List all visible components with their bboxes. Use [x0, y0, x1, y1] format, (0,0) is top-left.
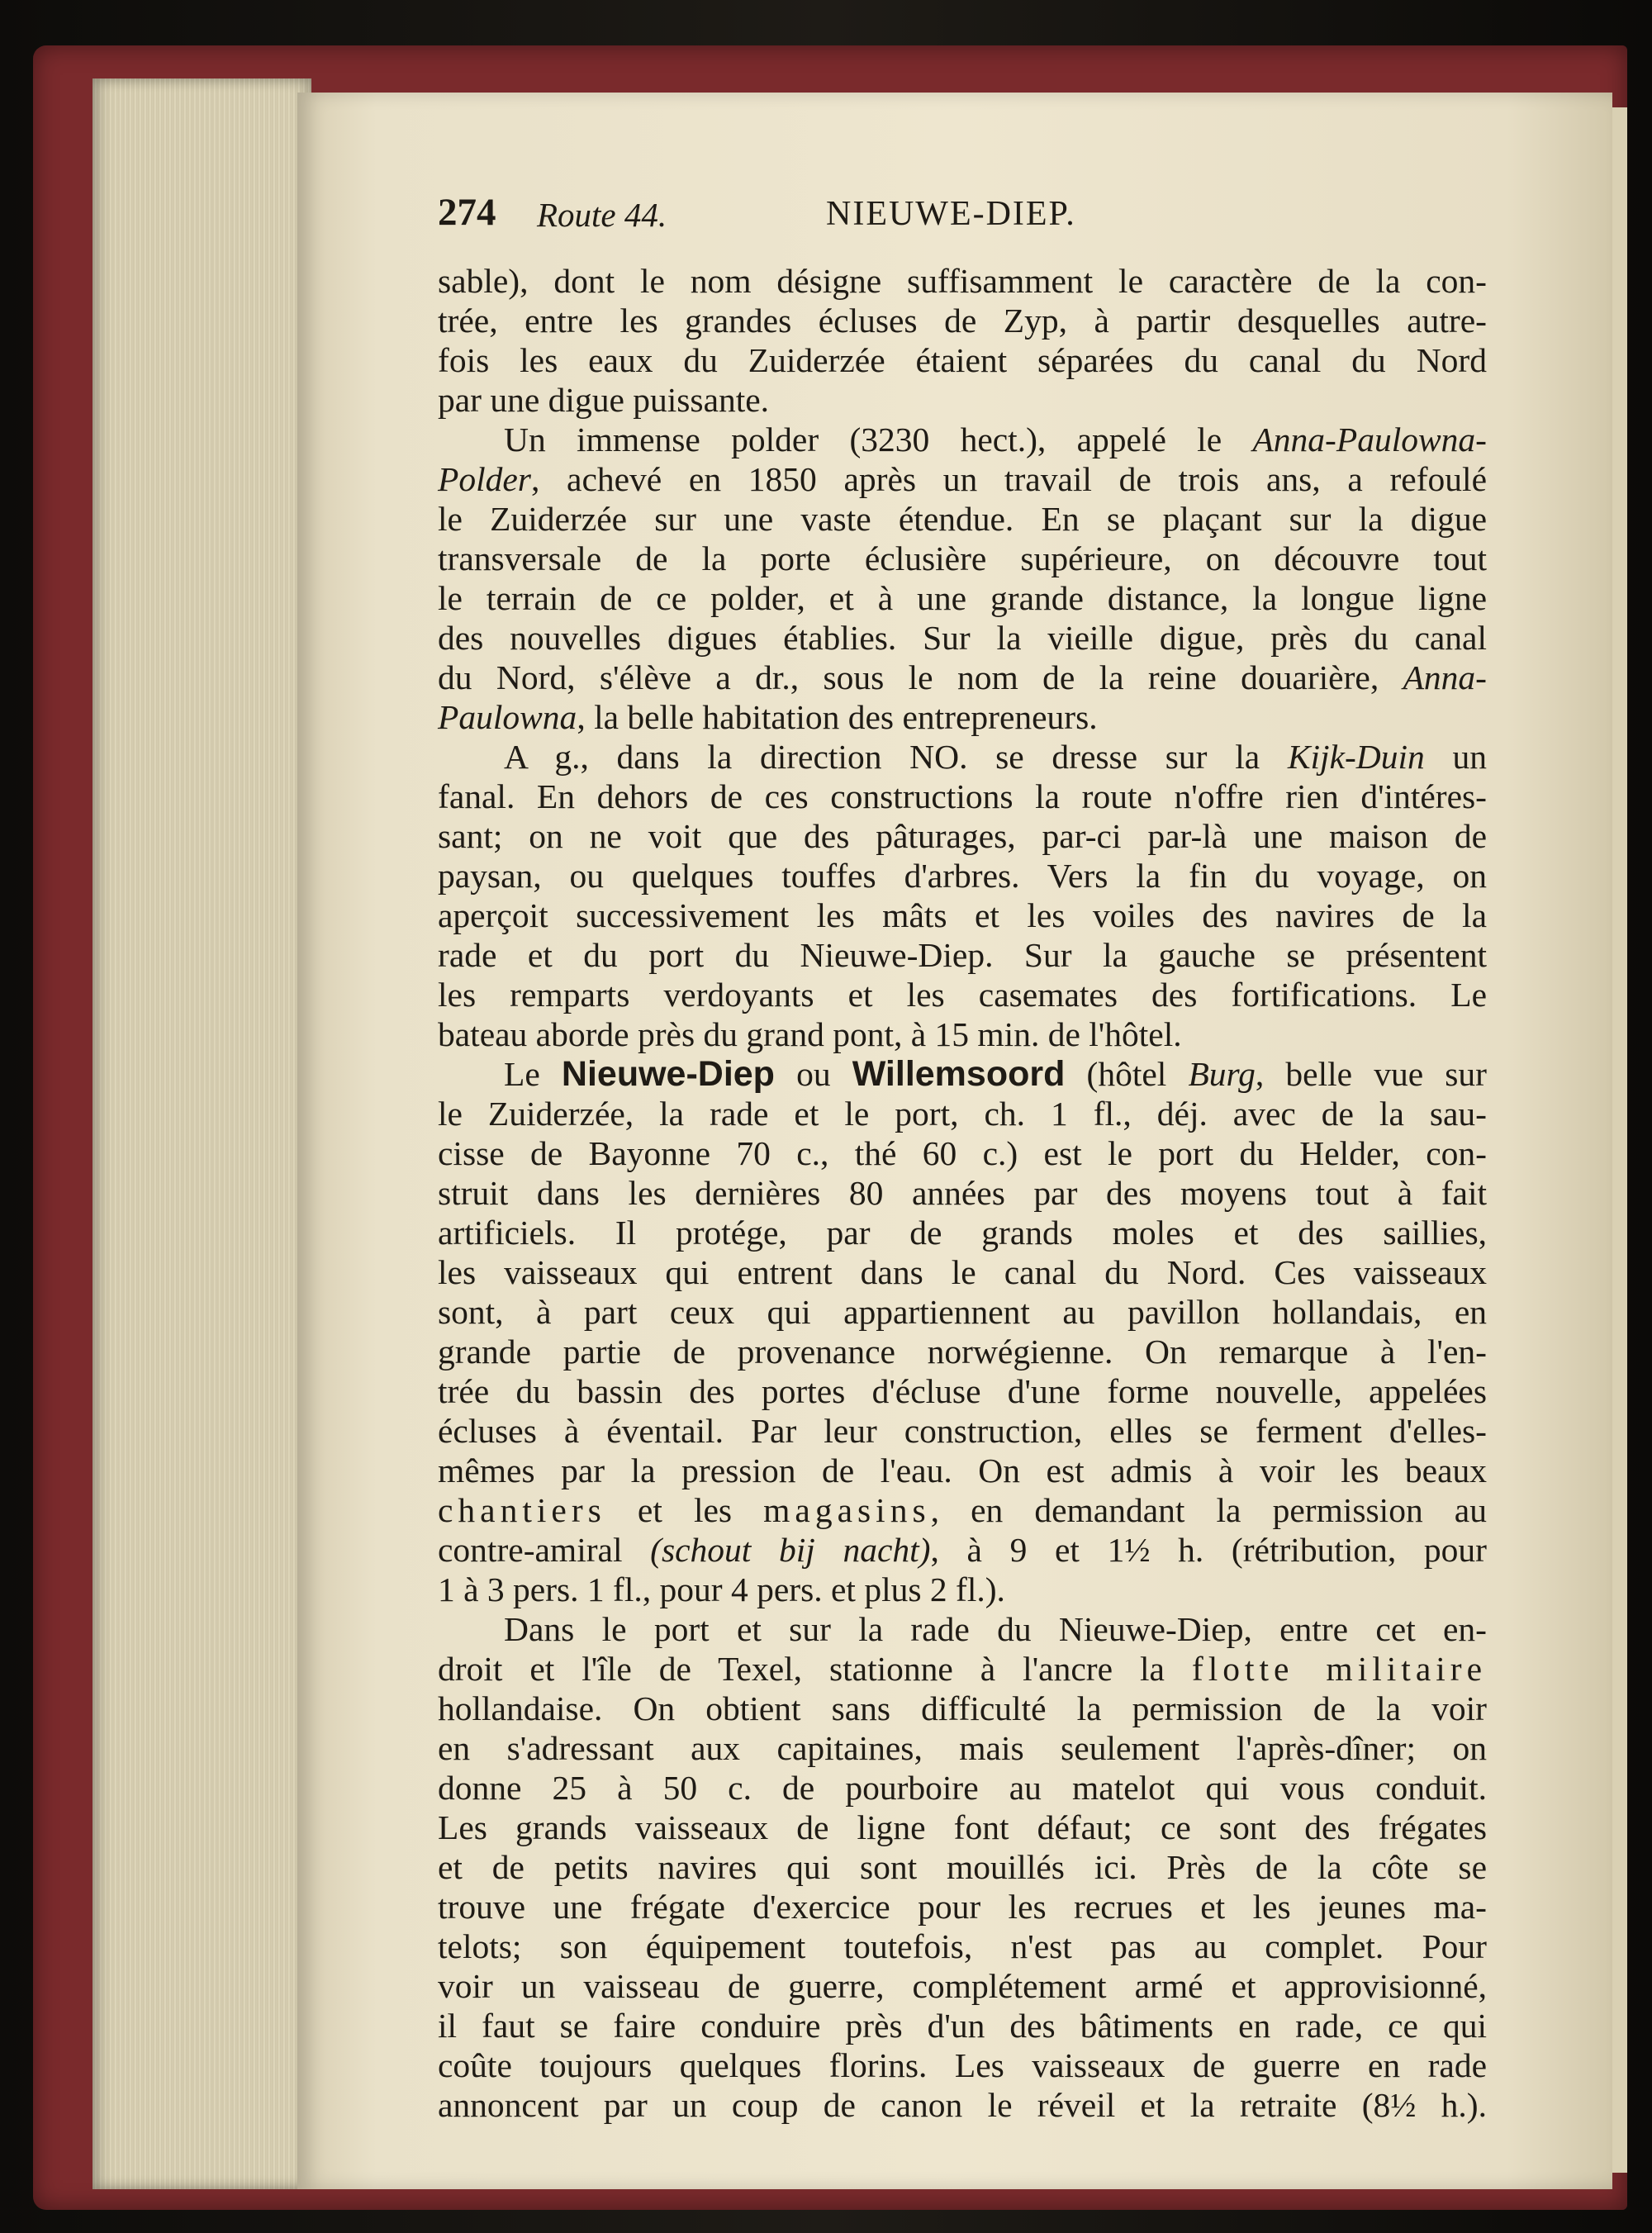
text-line: sant; on ne voit que des pâturages, par-ci par-là une maison de [438, 817, 1487, 855]
text-line: grande partie de provenance norwégienne. On remarque à l'en- [438, 1333, 1487, 1371]
text-run: droit et l'île de Texel, stationne à l'ancre la [438, 1650, 1192, 1688]
italic-term: Anna- [1403, 658, 1487, 696]
text-line: coûte toujours quelques florins. Les vaisseaux de guerre en rade [438, 2046, 1487, 2084]
text-line [438, 1530, 1487, 1570]
text-run: (hôtel [1065, 1055, 1189, 1093]
book-page [297, 93, 1612, 2189]
page-edges [93, 78, 311, 2189]
text-line: écluses à éventail. Par leur construction, elles se ferment d'elles- [438, 1412, 1487, 1450]
text-line [438, 658, 1487, 697]
text-line: sable), dont le nom désigne suffisamment le caractère de la con- [438, 262, 1487, 300]
text-line: Dans le port et sur la rade du Nieuwe-Diep, entre cet en- [504, 1610, 1487, 1648]
text-line: le Zuiderzée, la rade et le port, ch. 1 fl., déj. avec de la sau- [438, 1095, 1487, 1133]
text-line: le terrain de ce polder, et à une grande distance, la longue ligne [438, 579, 1487, 617]
italic-term: Kijk-Duin [1287, 738, 1425, 776]
text-line: hollandaise. On obtient sans difficulté la permission de la voir [438, 1689, 1487, 1727]
text-line: les remparts verdoyants et les casemates des fortifications. Le [438, 976, 1487, 1014]
text-line: fanal. En dehors de ces constructions la route n'offre rien d'intéres- [438, 777, 1487, 815]
text-line: aperçoit successivement les mâts et les voiles des navires de la [438, 896, 1487, 934]
text-line: en s'adressant aux capitaines, mais seulement l'après-dîner; on [438, 1729, 1487, 1767]
place-name-bold: Willemsoord [852, 1054, 1066, 1094]
text-line: annoncent par un coup de canon le réveil et la retraite (8½ h.). [438, 2086, 1487, 2124]
italic-term: Anna-Paulowna- [1252, 420, 1487, 458]
text-run: un [1424, 738, 1487, 776]
next-page-edge [1612, 107, 1627, 2173]
text-line: mêmes par la pression de l'eau. On est admis à voir les beaux [438, 1451, 1487, 1489]
text-run: contre-amiral [438, 1531, 651, 1569]
italic-term: Polder [438, 460, 531, 498]
text-run: Un immense polder (3230 hect.), appelé le [504, 420, 1253, 458]
text-run: Le [504, 1055, 562, 1093]
text-run: , en demandant la permission au [930, 1491, 1487, 1529]
italic-term: (schout bij nacht) [650, 1531, 931, 1569]
text-line [438, 1649, 1487, 1689]
text-line: transversale de la porte éclusière supérieure, on découvre tout [438, 539, 1487, 577]
text-line [438, 1490, 1487, 1530]
text-run: A g., dans la direction NO. se dresse sur la [504, 738, 1288, 776]
text-line: il faut se faire conduire près d'un des bâtiments en rade, ce qui [438, 2007, 1487, 2045]
text-line: voir un vaisseau de guerre, complétement armé et approvisionné, [438, 1967, 1487, 2005]
text-run: ou [774, 1055, 852, 1093]
text-line: des nouvelles digues établies. Sur la vieille digue, près du canal [438, 619, 1487, 657]
text-line [438, 737, 1487, 777]
text-line: 1 à 3 pers. 1 fl., pour 4 pers. et plus 2 fl.). [438, 1570, 1005, 1608]
route-label: Route 44. [537, 196, 667, 234]
text-line [438, 697, 1487, 737]
text-line: trouve une frégate d'exercice pour les recrues et les jeunes ma- [438, 1888, 1487, 1926]
page-number: 274 [438, 191, 496, 234]
text-line: le Zuiderzée sur une vaste étendue. En se plaçant sur la digue [438, 500, 1487, 538]
place-name-bold: Nieuwe-Diep [561, 1054, 775, 1094]
text-run: , belle vue sur [1255, 1055, 1487, 1093]
italic-term: Paulowna [438, 698, 577, 736]
text-line: rade et du port du Nieuwe-Diep. Sur la gauche se présentent [438, 936, 1487, 974]
spaced-term: chantiers [438, 1491, 606, 1529]
text-line: struit dans les dernières 80 années par des moyens tout à fait [438, 1174, 1487, 1212]
text-line: par une digue puissante. [438, 381, 770, 419]
text-line: trée du bassin des portes d'écluse d'une forme nouvelle, appelées [438, 1372, 1487, 1410]
text-run: , la belle habitation des entrepreneurs. [577, 698, 1098, 736]
spaced-term: flotte militaire [1191, 1650, 1488, 1688]
text-run: , achevé en 1850 après un travail de trois ans, a refoulé [530, 460, 1487, 498]
text-line: et de petits navires qui sont mouillés ici. Près de la côte se [438, 1848, 1487, 1886]
text-line: fois les eaux du Zuiderzée étaient séparées du canal du Nord [438, 341, 1487, 379]
text-run: , à 9 et 1½ h. (rétribution, pour [930, 1531, 1487, 1569]
text-line: sont, à part ceux qui appartiennent au pavillon hollandais, en [438, 1293, 1487, 1331]
text-line: telots; son équipement toutefois, n'est pas au complet. Pour [438, 1927, 1487, 1965]
text-line [438, 420, 1487, 459]
text-line [438, 1054, 1487, 1094]
spaced-term: magasins [763, 1491, 931, 1529]
text-run: et les [605, 1491, 764, 1529]
running-header [438, 190, 1140, 248]
italic-term: Burg [1188, 1055, 1256, 1093]
text-line: paysan, ou quelques touffes d'arbres. Vers la fin du voyage, on [438, 857, 1487, 895]
text-line: donne 25 à 50 c. de pourboire au matelot qui vous conduit. [438, 1769, 1487, 1807]
text-run: du Nord, s'élève a dr., sous le nom de la reine douarière, [438, 658, 1403, 696]
page-title: NIEUWE-DIEP. [826, 195, 1076, 233]
text-line: cisse de Bayonne 70 c., thé 60 c.) est le port du Helder, con- [438, 1134, 1487, 1172]
text-line: trée, entre les grandes écluses de Zyp, à partir desquelles autre- [438, 302, 1487, 340]
body-text [438, 261, 1487, 2125]
text-line: Les grands vaisseaux de ligne font défaut; ce sont des frégates [438, 1808, 1487, 1846]
text-line: bateau aborde près du grand pont, à 15 min. de l'hôtel. [438, 1015, 1182, 1053]
text-line [438, 459, 1487, 499]
text-line: les vaisseaux qui entrent dans le canal du Nord. Ces vaisseaux [438, 1253, 1487, 1291]
text-line: artificiels. Il protége, par de grands moles et des saillies, [438, 1214, 1487, 1252]
